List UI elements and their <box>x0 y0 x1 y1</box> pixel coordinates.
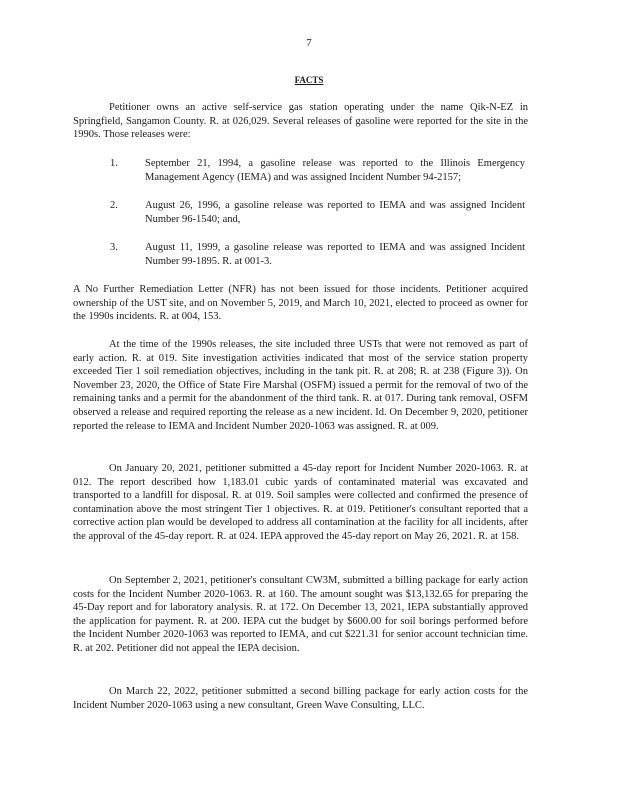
release-text: August 26, 1996, a gasoline release was reported to IEMA and was assigned Incident Number 96-1540; and, <box>145 200 525 225</box>
paragraph-site-investigation: At the time of the 1990s releases, the site included three USTs that were not removed as part of early action. R. at 019. Site investigation activities indicated that most of the service station property exceeded Tier 1 soil remediation objectives, including in the tank pit. R. at 208; R. at 238 (Figure 3)). On November 23, 2020, the Office of State Fire Marshal (OSFM) issued a permit for the removal of two of the remaining tanks and a permit for the abandonment of the third tank. R. at 017. During tank removal, OSFM observed a release and required reporting the release as a new incident. Id. On December 9, 2020, petitioner reported the release to IEMA and Incident Number 2020-1063 was assigned. R. at 009. <box>73 339 528 432</box>
section-heading <box>0 75 618 85</box>
section-heading-text: FACTS <box>294 75 324 85</box>
paragraph-45-day-report: On January 20, 2021, petitioner submitted a 45-day report for Incident Number 2020-1063. R. at 012. The report described how 1,183.01 cubic yards of contaminated material was excavated and transported to a landfill for disposal. R. at 019. Soil samples were collected and confirmed the presence of contamination above the most stringent Tier 1 objectives. R. at 019. Petitioner's consultant reported that a corrective action plan would be developed to address all contamination at the facility for all incidents, after the approval of the 45-day report. R. at 024. IEPA approved the 45-day report on May 26, 2021. R. at 158. <box>73 463 528 542</box>
release-text: August 11, 1999, a gasoline release was reported to IEMA and was assigned Incident Number 99-1895. R. at 001-3. <box>145 242 525 267</box>
page-number: 7 <box>306 37 312 49</box>
release-number: 1. <box>110 158 118 169</box>
paragraph-second-billing: On March 22, 2022, petitioner submitted a second billing package for early action costs for the Incident Number 2020-1063 using a new consultant, Green Wave Consulting, LLC. <box>73 686 528 711</box>
paragraph-nfr: A No Further Remediation Letter (NFR) has not been issued for those incidents. Petitioner acquired ownership of the UST site, and on November 5, 2019, and March 10, 2021, elected to proceed as owner for the 1990s incidents. R. at 004, 153. <box>73 284 528 323</box>
paragraph-first-billing: On September 2, 2021, petitioner's consultant CW3M, submitted a billing package for early action costs for the Incident Number 2020-1063. R. at 160. The amount sought was $13,132.65 for preparing the 45-Day report and for laboratory analysis. R. at 172. On December 13, 2021, IEPA substantially approved the application for payment. R. at 200. IEPA cut the budget by $600.00 for soil borings performed before the Incident Number 2020-1063 was reported to IEMA, and cut $221.31 for senior account technician time. R. at 202. Petitioner did not appeal the IEPA decision. <box>73 575 528 654</box>
release-number: 2. <box>110 200 118 211</box>
release-number: 3. <box>110 242 118 253</box>
release-text: September 21, 1994, a gasoline release was reported to the Illinois Emergency Management Agency (IEMA) and was assigned Incident Number 94-2157; <box>145 158 525 183</box>
paragraph-intro: Petitioner owns an active self-service gas station operating under the name Qik-N-EZ in Springfield, Sangamon County. R. at 026,029. Several releases of gasoline were reported for the site in the 1990s. Those releases were: <box>73 102 528 141</box>
